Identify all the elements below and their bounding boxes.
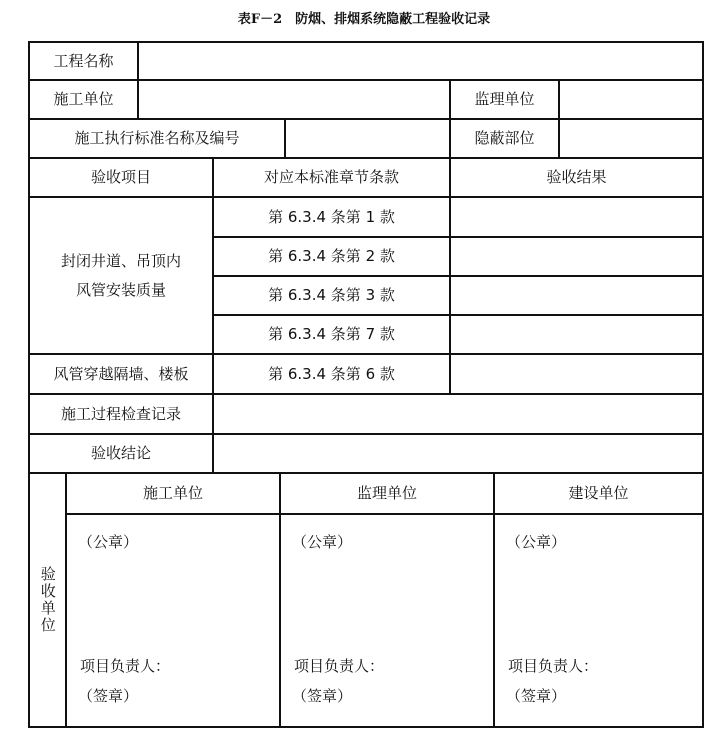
header-clause: 对应本标准章节条款	[263, 168, 399, 187]
party-seal: （公章）	[292, 532, 353, 551]
supervision-unit-label: 监理单位	[474, 90, 535, 109]
party-seal: （公章）	[78, 532, 139, 551]
conclusion-value	[222, 435, 700, 472]
party-responsible: 项目负责人：	[508, 656, 599, 675]
standard-label: 施工执行标准名称及编号	[74, 129, 240, 148]
party-sign: （签章）	[292, 686, 353, 705]
process-record-label: 施工过程检查记录	[60, 404, 181, 423]
party-seal: （公章）	[506, 532, 567, 551]
party-responsible: 项目负责人：	[294, 656, 385, 675]
acceptance-side-label	[30, 474, 65, 726]
construction-unit-label: 施工单位	[53, 90, 114, 109]
party-sign: （签章）	[506, 686, 567, 705]
group2-result	[459, 355, 700, 393]
divider	[137, 41, 139, 120]
group2-clause: 第 6.3.4 条第 6 款	[268, 364, 395, 383]
header-result: 验收结果	[546, 168, 607, 187]
group2-item: 风管穿越隔墙、楼板	[53, 364, 189, 383]
group1-item	[30, 198, 212, 353]
group1-item-line1: 封闭井道、吊顶内	[60, 252, 181, 270]
divider	[284, 118, 286, 158]
group1-result-3	[459, 277, 700, 314]
construction-unit-value	[145, 81, 445, 118]
party-responsible: 项目负责人：	[80, 656, 171, 675]
group1-clause-4: 第 6.3.4 条第 7 款	[268, 325, 395, 344]
party-title: 建设单位	[568, 484, 629, 503]
group1-result-4	[459, 316, 700, 353]
concealed-part-label: 隐蔽部位	[474, 129, 535, 148]
project-name-label: 工程名称	[53, 51, 114, 70]
process-record-value	[222, 395, 700, 433]
divider	[65, 513, 704, 515]
concealed-part-value	[566, 120, 700, 157]
conclusion-label: 验收结论	[90, 444, 151, 463]
divider	[558, 79, 560, 158]
party-title: 监理单位	[356, 484, 417, 503]
group1-clause-2: 第 6.3.4 条第 2 款	[268, 247, 395, 266]
table-caption: 表F－2 防烟、排烟系统隐蔽工程验收记录	[237, 12, 491, 27]
header-item: 验收项目	[90, 168, 151, 187]
party-sign: （签章）	[78, 686, 139, 705]
divider	[702, 41, 704, 728]
standard-value	[292, 120, 447, 157]
group1-result-1	[459, 198, 700, 236]
group1-clause-1: 第 6.3.4 条第 1 款	[268, 207, 395, 226]
supervision-unit-value	[566, 81, 700, 118]
project-name-value	[145, 43, 700, 79]
acceptance-side-label-text: 验收单位	[38, 566, 57, 634]
group1-clause-3: 第 6.3.4 条第 3 款	[268, 286, 395, 305]
divider	[28, 726, 704, 728]
party-title: 施工单位	[142, 484, 203, 503]
group1-item-line2: 风管安装质量	[75, 280, 166, 299]
group1-result-2	[459, 238, 700, 275]
